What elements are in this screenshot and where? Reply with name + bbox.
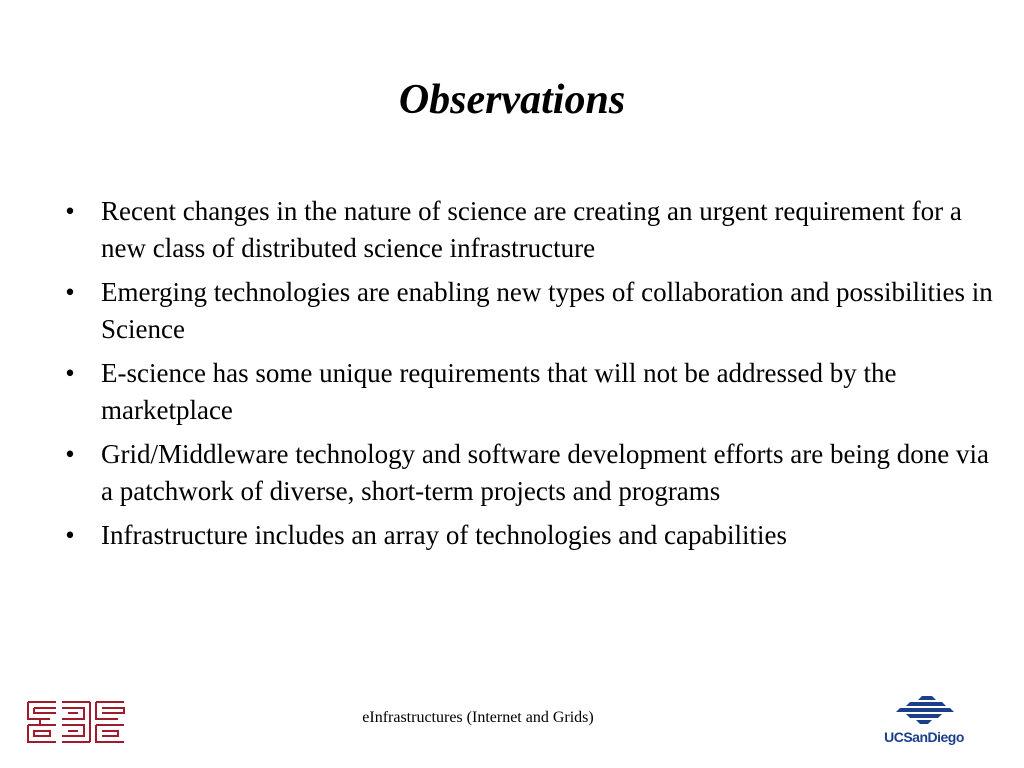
bullet-item [60, 274, 995, 348]
bullet-item [60, 517, 995, 554]
bullet-marker: • [65, 520, 75, 550]
bullet-marker: • [65, 277, 75, 307]
bullet-item [60, 355, 995, 429]
ucsd-wave-logo-icon [892, 694, 956, 726]
bullet-text: E-science has some unique requirements that will not be addressed by the marketplace [101, 358, 897, 425]
bullet-marker: • [65, 358, 75, 388]
bullet-marker: • [65, 439, 75, 469]
ucsd-logo [876, 694, 972, 750]
footer-text: eInfrastructures (Internet and Grids) [362, 709, 594, 726]
bullet-list [60, 193, 995, 561]
bullet-text: Infrastructure includes an array of technologies and capabilities [101, 520, 787, 550]
bullet-item [60, 436, 995, 510]
bullet-item [60, 193, 995, 267]
bullet-text: Grid/Middleware technology and software development efforts are being done via a patchwork of diverse, short-term projects and programs [101, 439, 989, 506]
bullet-text: Emerging technologies are enabling new types of collaboration and possibilities in Science [101, 277, 993, 344]
ucsd-wordmark: UCSanDiego [884, 729, 964, 745]
slide-title: Observations [398, 77, 626, 123]
bullet-text: Recent changes in the nature of science are creating an urgent requirement for a new class of distributed science infrastructure [101, 196, 962, 263]
bullet-marker: • [65, 196, 75, 226]
